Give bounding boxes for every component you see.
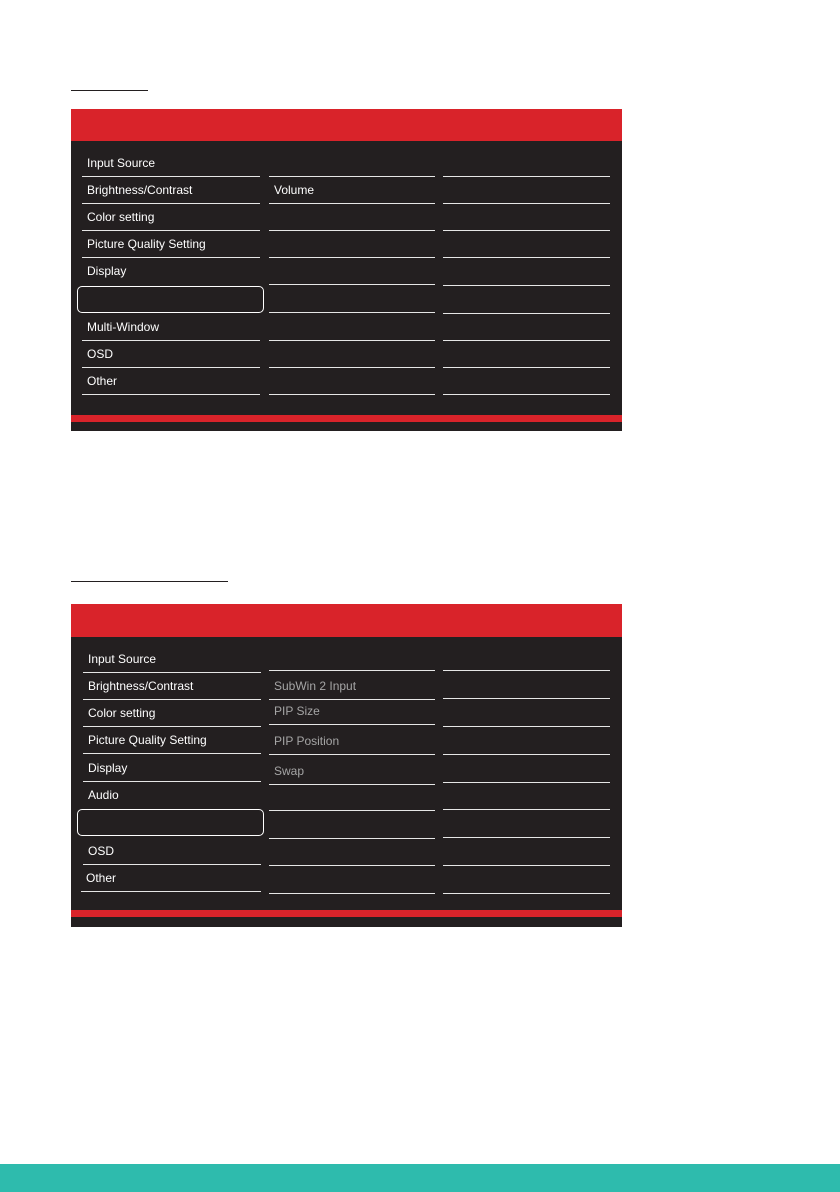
menu-item-brightness-contrast[interactable]: Brightness/Contrast bbox=[83, 673, 261, 700]
sub-item-pip-size[interactable]: PIP Size bbox=[269, 698, 435, 725]
menu-item-color-setting[interactable]: Color setting bbox=[83, 700, 261, 727]
sub-item bbox=[269, 784, 435, 811]
osd-bottom-bar bbox=[71, 415, 622, 422]
menu-item-color-setting[interactable]: Color setting bbox=[82, 204, 260, 231]
value-item bbox=[443, 867, 610, 894]
heading-rule-multiwindow bbox=[71, 581, 228, 582]
value-item bbox=[443, 811, 610, 838]
osd-panel-multi-window bbox=[71, 604, 622, 927]
value-item bbox=[443, 287, 610, 314]
sub-item bbox=[269, 812, 435, 839]
sub-item bbox=[269, 231, 435, 258]
sub-item-blank bbox=[269, 644, 435, 671]
value-item bbox=[443, 204, 610, 231]
value-item bbox=[443, 839, 610, 866]
sub-item-subwin2-input[interactable]: SubWin 2 Input bbox=[269, 673, 435, 700]
menu-item-picture-quality[interactable]: Picture Quality Setting bbox=[83, 727, 261, 754]
menu-item-audio-selected[interactable] bbox=[77, 286, 264, 313]
value-item bbox=[443, 700, 610, 727]
value-item bbox=[443, 644, 610, 671]
sub-item bbox=[269, 839, 435, 866]
value-item bbox=[443, 756, 610, 783]
sub-item-swap[interactable]: Swap bbox=[269, 758, 435, 785]
menu-item-other[interactable]: Other bbox=[81, 865, 261, 892]
footer-bar bbox=[0, 1164, 840, 1192]
osd-panel-audio bbox=[71, 109, 622, 431]
sub-item bbox=[269, 204, 435, 231]
menu-item-display[interactable]: Display bbox=[83, 755, 261, 782]
sub-item bbox=[269, 368, 435, 395]
menu-item-brightness-contrast[interactable]: Brightness/Contrast bbox=[82, 177, 260, 204]
menu-item-osd[interactable]: OSD bbox=[83, 838, 261, 865]
menu-item-input-source[interactable]: Input Source bbox=[83, 646, 261, 673]
value-item bbox=[443, 231, 610, 258]
value-item bbox=[443, 314, 610, 341]
sub-item-blank bbox=[269, 150, 435, 177]
sub-item-volume[interactable]: Volume bbox=[269, 177, 435, 204]
sub-item bbox=[269, 286, 435, 313]
heading-rule-audio bbox=[71, 90, 148, 91]
menu-item-display[interactable]: Display bbox=[87, 264, 127, 278]
menu-item-other[interactable]: Other bbox=[82, 368, 260, 395]
value-item bbox=[443, 728, 610, 755]
osd-bottom-bar bbox=[71, 910, 622, 917]
menu-item-audio[interactable]: Audio bbox=[88, 788, 119, 802]
sub-item bbox=[269, 341, 435, 368]
osd-title-bar bbox=[71, 109, 622, 141]
menu-item-input-source[interactable]: Input Source bbox=[82, 150, 260, 177]
sub-item-pip-position[interactable]: PIP Position bbox=[269, 728, 435, 755]
value-item bbox=[443, 368, 610, 395]
sub-item bbox=[269, 314, 435, 341]
sub-item bbox=[269, 867, 435, 894]
value-item bbox=[443, 259, 610, 286]
value-item bbox=[443, 672, 610, 699]
menu-item-multi-window-selected[interactable] bbox=[77, 809, 264, 836]
value-item bbox=[443, 341, 610, 368]
menu-item-picture-quality[interactable]: Picture Quality Setting bbox=[82, 231, 260, 258]
osd-title-bar bbox=[71, 604, 622, 637]
sub-item bbox=[269, 258, 435, 285]
value-item bbox=[443, 150, 610, 177]
value-item bbox=[443, 177, 610, 204]
value-item bbox=[443, 783, 610, 810]
menu-item-multi-window[interactable]: Multi-Window bbox=[82, 314, 260, 341]
menu-item-osd[interactable]: OSD bbox=[82, 341, 260, 368]
